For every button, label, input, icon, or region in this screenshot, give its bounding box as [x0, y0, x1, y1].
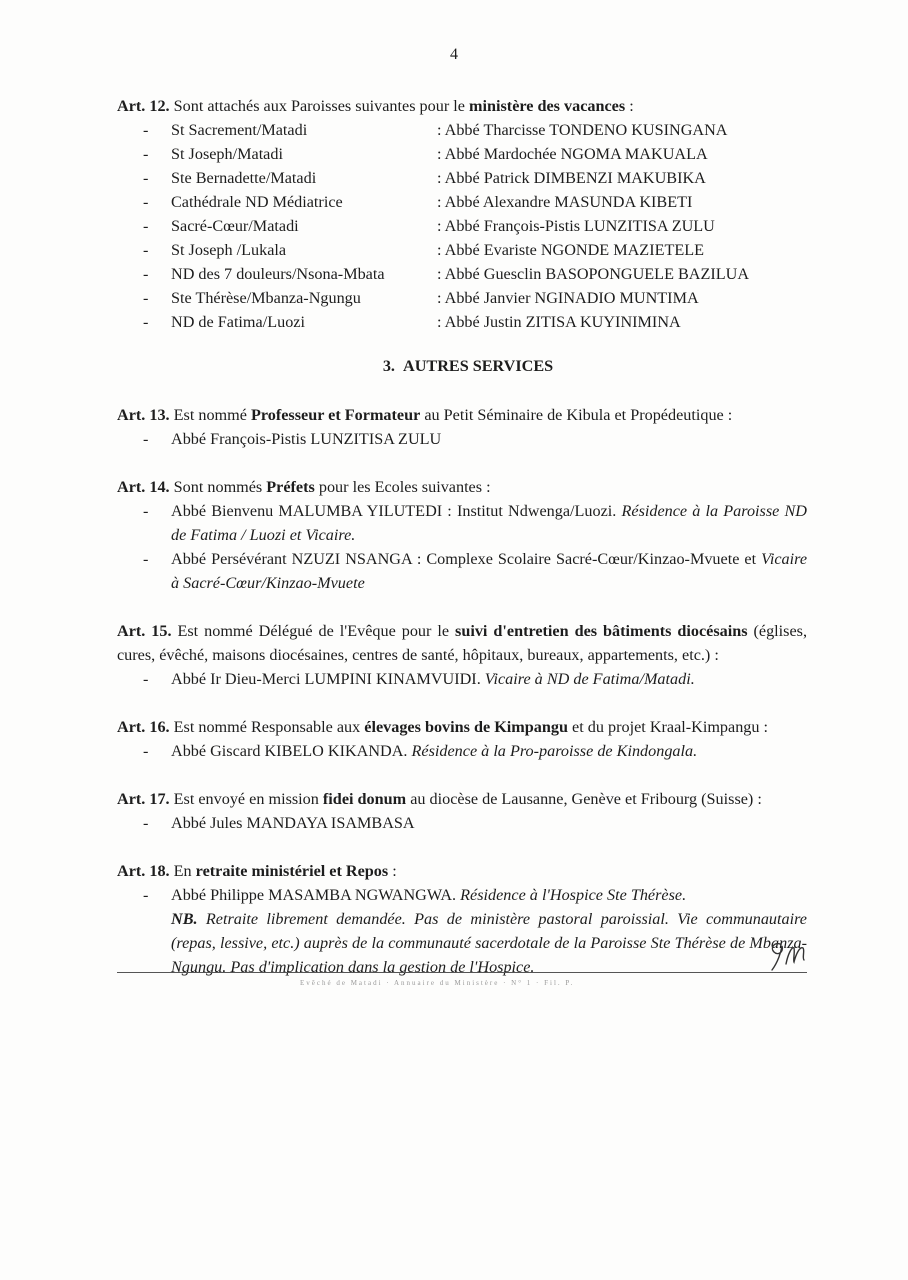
art16-label: Art. 16.	[117, 718, 170, 736]
art17-item: - Abbé Jules MANDAYA ISAMBASA	[117, 811, 807, 835]
art18-text-end: :	[388, 862, 397, 880]
art18-heading	[117, 859, 807, 883]
art15-text: Est nommé Délégué de l'Evêque pour le	[171, 622, 456, 640]
priest-name: : Abbé Evariste NGONDE MAZIETELE	[437, 241, 705, 259]
art13-text: Est nommé	[169, 406, 251, 424]
art12-row	[117, 118, 807, 142]
art12-label: Art. 12.	[117, 97, 170, 115]
priest-name: : Abbé Justin ZITISA KUYINIMINA	[437, 313, 681, 331]
parish-name: - ND des 7 douleurs/Nsona-Mbata	[171, 265, 385, 283]
art12-text-end: :	[625, 97, 634, 115]
art18-nb	[117, 907, 807, 979]
priest-name: : Abbé Patrick DIMBENZI MAKUBIKA	[437, 169, 706, 187]
art13-text-end: au Petit Séminaire de Kibula et Propédeutique :	[420, 406, 733, 424]
priest-name: : Abbé Guesclin BASOPONGUELE BAZILUA	[437, 265, 750, 283]
parish-name: - St Joseph /Lukala	[171, 241, 287, 259]
page-number: 4	[450, 46, 458, 63]
parish-name: - ND de Fatima/Luozi	[171, 313, 305, 331]
art15-heading	[117, 619, 807, 667]
art16-text: Est nommé Responsable aux	[169, 718, 365, 736]
priest-name: : Abbé Tharcisse TONDENO KUSINGANA	[437, 121, 728, 139]
art18-item-italic: Résidence à l'Hospice Ste Thérèse.	[460, 886, 687, 904]
art14-item-2	[117, 547, 807, 595]
art16-item-text: Abbé Giscard KIBELO KIKANDA.	[171, 742, 412, 760]
art16-bold: élevages bovins de Kimpangu	[364, 718, 568, 736]
art12-bold: ministère des vacances	[469, 97, 626, 115]
art17-text-end: au diocèse de Lausanne, Genève et Fribourg (Suisse) :	[406, 790, 762, 808]
art12-row	[117, 310, 807, 334]
parish-name: - St Joseph/Matadi	[171, 145, 283, 163]
section-heading: 3. AUTRES SERVICES	[382, 357, 554, 375]
art14-item-1-italic: Résidence à la Paroisse ND de Fatima / Luozi et Vicaire.	[171, 502, 807, 544]
art17-label: Art. 17.	[117, 790, 170, 808]
parish-name: - Cathédrale ND Médiatrice	[171, 193, 343, 211]
art14-text: Sont nommés	[169, 478, 267, 496]
footer-text: Evêché de Matadi · Annuaire du Ministère · N° 1 · Fil. P.	[300, 979, 575, 987]
art12-row	[117, 286, 807, 310]
art14-item-2-text: Abbé Persévérant NZUZI NSANGA : Complexe Scolaire Sacré-Cœur/Kinzao-Mvuete et	[171, 550, 762, 568]
art12-list	[117, 118, 807, 334]
art15-item	[117, 667, 807, 691]
priest-name: : Abbé Mardochée NGOMA MAKUALA	[437, 145, 708, 163]
art16-item-italic: Résidence à la Pro-paroisse de Kindongala.	[411, 742, 698, 760]
art18-bold: retraite ministériel et Repos	[195, 862, 389, 880]
art18-item-text: Abbé Philippe MASAMBA NGWANGWA.	[171, 886, 461, 904]
art15-label: Art. 15.	[117, 622, 172, 640]
priest-name: : Abbé Janvier NGINADIO MUNTIMA	[437, 289, 699, 307]
art13-label: Art. 13.	[117, 406, 170, 424]
art14-item-1-text: Abbé Bienvenu MALUMBA YILUTEDI : Institut Ndwenga/Luozi.	[171, 502, 622, 520]
art13-heading	[117, 403, 807, 427]
parish-name: - Ste Thérèse/Mbanza-Ngungu	[171, 289, 361, 307]
parish-name: - Sacré-Cœur/Matadi	[171, 217, 299, 235]
art18-label: Art. 18.	[117, 862, 170, 880]
priest-name: : Abbé François-Pistis LUNZITISA ZULU	[437, 217, 715, 235]
art12-row	[117, 238, 807, 262]
art12-row	[117, 166, 807, 190]
document-body	[117, 94, 807, 979]
parish-name: - Ste Bernadette/Matadi	[171, 169, 317, 187]
art12-row	[117, 262, 807, 286]
art14-item-2-italic: Vicaire à Sacré-Cœur/Kinzao-Mvuete	[171, 550, 807, 592]
art12-row	[117, 214, 807, 238]
art15-item-italic: Vicaire à ND de Fatima/Matadi.	[484, 670, 695, 688]
art15-item-text: Abbé Ir Dieu-Merci LUMPINI KINAMVUIDI.	[171, 670, 485, 688]
art18-nb-label: NB.	[171, 910, 198, 928]
art12-heading	[117, 94, 807, 118]
art18-text: En	[169, 862, 196, 880]
art17-text: Est envoyé en mission	[169, 790, 323, 808]
art17-bold: fidei donum	[322, 790, 407, 808]
art14-heading	[117, 475, 807, 499]
art17-heading	[117, 787, 807, 811]
art16-item	[117, 739, 807, 763]
art14-bold: Préfets	[266, 478, 315, 496]
footer-rule	[117, 972, 807, 973]
art12-text: Sont attachés aux Paroisses suivantes pour le	[169, 97, 470, 115]
art14-text-end: pour les Ecoles suivantes :	[314, 478, 491, 496]
art13-item: - Abbé François-Pistis LUNZITISA ZULU	[117, 427, 807, 451]
art13-bold: Professeur et Formateur	[250, 406, 421, 424]
art18-item	[117, 883, 807, 907]
art18-nb-text: Retraite librement demandée. Pas de ministère pastoral paroissial. Vie communautaire (repas, lessive, etc.) auprès de la communauté sacerdotale de la Paroisse Ste Thérèse de Mbanza-Ngungu. Pas d'implication dans la gestion de l'Hospice.	[171, 910, 807, 976]
art12-row	[117, 142, 807, 166]
art12-row	[117, 190, 807, 214]
art16-text-end: et du projet Kraal-Kimpangu :	[568, 718, 769, 736]
priest-name: : Abbé Alexandre MASUNDA KIBETI	[437, 193, 693, 211]
signature-initials	[766, 938, 812, 974]
art14-item-1	[117, 499, 807, 547]
art16-heading	[117, 715, 807, 739]
art14-label: Art. 14.	[117, 478, 170, 496]
parish-name: - St Sacrement/Matadi	[171, 121, 308, 139]
art15-bold: suivi d'entretien des bâtiments diocésains	[455, 622, 748, 640]
art15-text-end: (églises, cures, évêché, maisons diocésaines, centres de santé, hôpitaux, bureaux, appartements, etc.) :	[117, 622, 807, 664]
